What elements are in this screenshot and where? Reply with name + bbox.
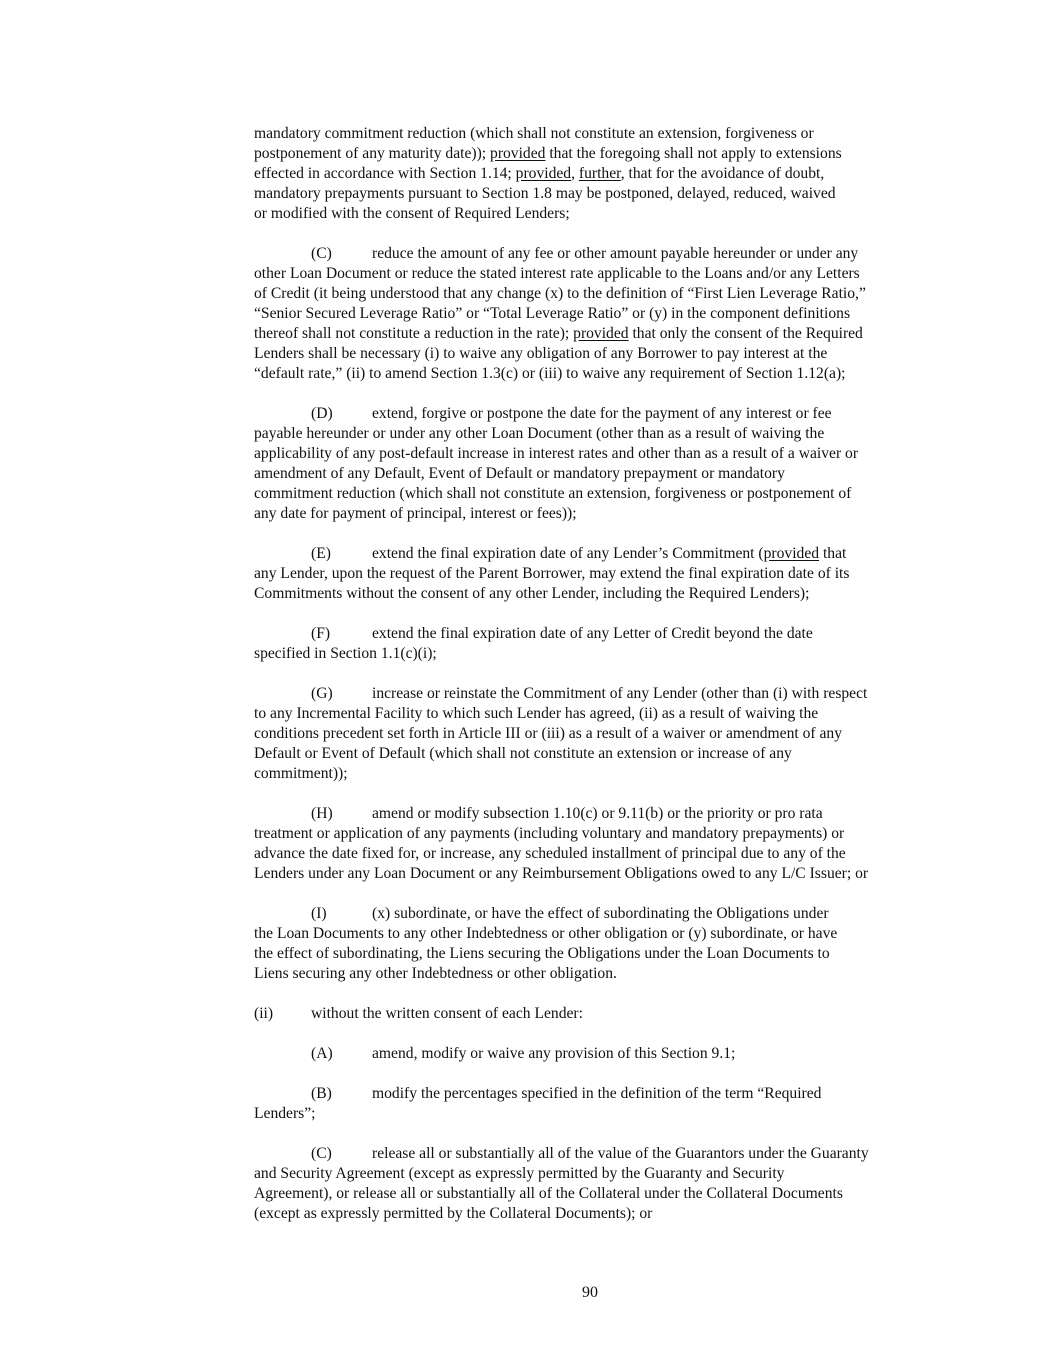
text-line: mandatory commitment reduction (which shall not constitute an extension, forgiveness or [254,125,814,142]
text-line: amendment of any Default, Event of Default or mandatory prepayment or mandatory [254,465,785,482]
text-line: Liens securing any other Indebtedness or other obligation. [254,965,617,982]
text-line: (C) reduce the amount of any fee or other amount payable hereunder or under any [311,245,859,262]
text-line: effected in accordance with Section 1.14; provided, further, that for the avoidance of doubt, [254,165,825,182]
text-line: conditions precedent set forth in Article III or (iii) as a result of a waiver or amendment of any [254,725,843,742]
text-line: (B) modify the percentages specified in the definition of the term “Required [311,1085,822,1102]
clause-h [254,804,926,884]
clause-label: (G) [311,685,333,702]
provided-term: provided [515,165,572,182]
text-line: any Lender, upon the request of the Parent Borrower, may extend the final expiration date of its [254,565,850,582]
text-line: (G) increase or reinstate the Commitment of any Lender (other than (i) with respect [311,685,868,702]
text-line: commitment)); [254,765,348,782]
text-line: applicability of any post-default increase in interest rates and other than as a result of a waiver or [254,445,859,462]
text-line: commitment reduction (which shall not constitute an extension, forgiveness or postponement of [254,485,852,502]
provided-term: provided [490,145,546,162]
text-line: (ii) without the written consent of each Lender: [254,1005,583,1022]
text-line: mandatory prepayments pursuant to Section 1.8 may be postponed, delayed, reduced, waived [254,185,836,202]
text-line: the Loan Documents to any other Indebtedness or other obligation or (y) subordinate, or have [254,925,838,942]
clause-label: (A) [311,1045,333,1062]
document-body [254,124,926,1224]
text-line: treatment or application of any payments (including voluntary and mandatory prepayments) or [254,825,845,842]
clause-label: (F) [311,625,331,642]
text-line: (H) amend or modify subsection 1.10(c) or 9.11(b) or the priority or pro rata [311,805,823,822]
text-line: of Credit (it being understood that any change (x) to the definition of “First Lien Leverage Ratio,” [254,285,866,302]
clause-e [254,544,926,604]
text-line: any date for payment of principal, interest or fees)); [254,505,577,522]
text-line: (D) extend, forgive or postpone the date for the payment of any interest or fee [311,405,832,422]
intro-paragraph [254,124,926,224]
text-line: (except as expressly permitted by the Collateral Documents); or [254,1205,653,1222]
text-line: specified in Section 1.1(c)(i); [254,645,437,662]
text-line: Default or Event of Default (which shall not constitute an extension or increase of any [254,745,792,762]
clause-label: (D) [311,405,333,422]
subsection-ii [254,1004,926,1024]
clause-label: (ii) [254,1005,274,1022]
clause-c [254,244,926,384]
text-line: Lenders under any Loan Document or any Reimbursement Obligations owed to any L/C Issuer; or [254,865,869,882]
text-line: other Loan Document or reduce the stated interest rate applicable to the Loans and/or any Letters [254,265,860,282]
text-line: thereof shall not constitute a reduction in the rate); provided that only the consent of the Required [254,325,863,342]
text-line: Agreement), or release all or substantially all of the Collateral under the Collateral Documents [254,1185,843,1202]
clause-g [254,684,926,784]
clause-ii-b [254,1084,926,1124]
text-line: or modified with the consent of Required Lenders; [254,205,570,222]
clause-label: (H) [311,805,333,822]
clause-label: (E) [311,545,331,562]
clause-f [254,624,926,664]
further-term: further [578,165,621,182]
text-line: (C) release all or substantially all of the value of the Guarantors under the Guaranty [311,1145,869,1162]
text-line: “Senior Secured Leverage Ratio” or “Total Leverage Ratio” or (y) in the component definitions [254,305,851,322]
text-line: to any Incremental Facility to which such Lender has agreed, (ii) as a result of waiving the [254,705,819,722]
text-line: Commitments without the consent of any other Lender, including the Required Lenders); [254,585,810,602]
clause-label: (B) [311,1085,332,1102]
text-line: payable hereunder or under any other Loan Document (other than as a result of waiving the [254,425,825,442]
clause-label: (I) [311,905,327,922]
clause-i [254,904,926,984]
clause-label: (C) [311,245,332,262]
text-line: Lenders shall be necessary (i) to waive any obligation of any Borrower to pay interest at the [254,345,828,362]
text-line: postponement of any maturity date)); provided that the foregoing shall not apply to extensions [254,145,842,162]
clause-ii-a [254,1044,926,1064]
text-line: and Security Agreement (except as expressly permitted by the Guaranty and Security [254,1165,785,1182]
text-line: advance the date fixed for, or increase, any scheduled installment of principal due to any of the [254,845,846,862]
text-line: the effect of subordinating, the Liens securing the Obligations under the Loan Documents to [254,945,830,962]
clause-ii-c [254,1144,926,1224]
text-line: (F) extend the final expiration date of any Letter of Credit beyond the date [311,625,813,642]
text-line: “default rate,” (ii) to amend Section 1.3(c) or (iii) to waive any requirement of Section 1.12(a); [254,365,846,382]
text-line: (E) extend the final expiration date of any Lender’s Commitment (provided that [311,545,847,562]
page-number: 90 [582,1284,598,1301]
provided-term: provided [763,545,820,562]
clause-d [254,404,926,524]
text-line: (A) amend, modify or waive any provision of this Section 9.1; [311,1045,736,1062]
text-line: (I) (x) subordinate, or have the effect of subordinating the Obligations under [311,905,829,922]
text-line: Lenders”; [254,1105,316,1122]
provided-term: provided [573,325,629,342]
clause-label: (C) [311,1145,332,1162]
